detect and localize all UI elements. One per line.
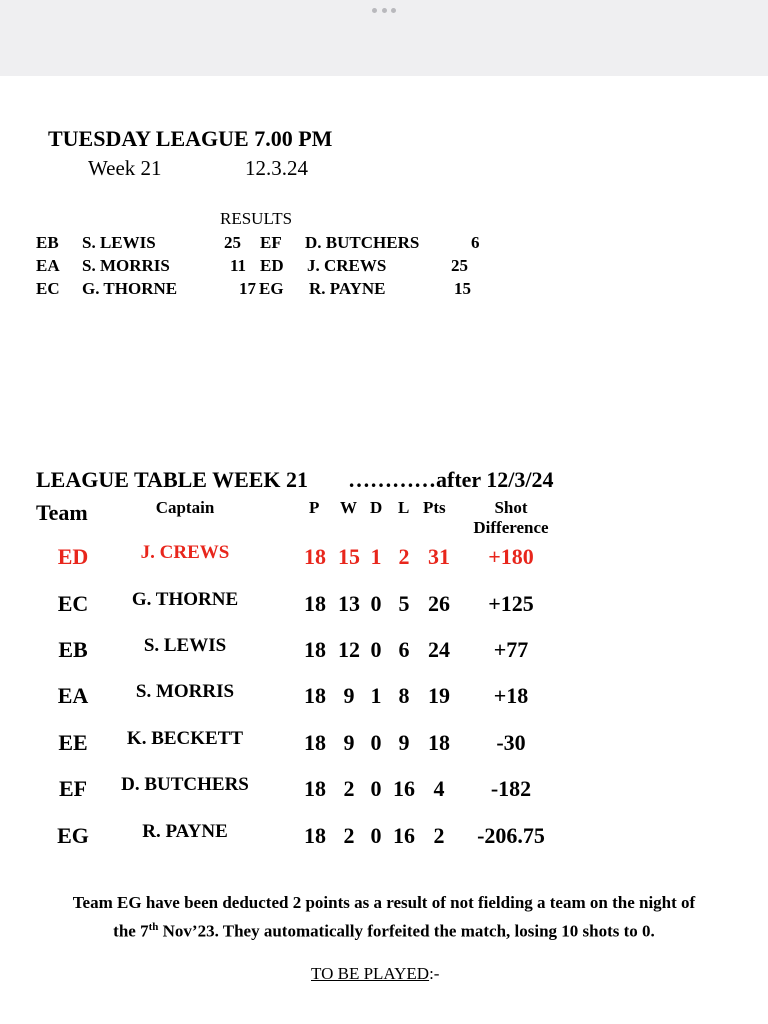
- cell-pts: 2: [433, 823, 445, 848]
- cell-pts: 4: [433, 776, 445, 801]
- header-lost: L: [398, 498, 410, 517]
- cell-diff: +180: [488, 544, 534, 569]
- date-label: 12.3.24: [245, 156, 308, 180]
- away-score: 6: [471, 233, 480, 252]
- team-code: EF: [58, 776, 88, 801]
- cell-pts: 24: [428, 637, 450, 662]
- cell-l: 5: [398, 591, 410, 616]
- cell-l: 16: [393, 823, 415, 848]
- viewer-top-bar: [0, 0, 768, 76]
- cell-d: 0: [370, 823, 382, 848]
- cell-l: 2: [398, 544, 410, 569]
- cell-pts: 19: [428, 683, 450, 708]
- cell-p: 18: [304, 730, 326, 755]
- away-score: 15: [454, 279, 471, 298]
- week-label: Week 21: [88, 156, 162, 180]
- results-heading: RESULTS: [220, 209, 293, 228]
- cell-w: 2: [343, 823, 355, 848]
- cell-diff: -30: [496, 730, 526, 755]
- cell-diff: +77: [493, 637, 529, 662]
- deduction-note: [40, 890, 728, 944]
- cell-d: 1: [370, 683, 382, 708]
- cell-p: 18: [304, 591, 326, 616]
- cell-p: 18: [304, 637, 326, 662]
- captain-name: J. CREWS: [140, 542, 230, 563]
- captain-name: R. PAYNE: [142, 821, 228, 842]
- note-line2-post: Nov’23. They automatically forfeited the match, losing 10 shots to 0.: [158, 921, 655, 941]
- cell-p: 18: [304, 823, 326, 848]
- home-team: EC: [36, 279, 60, 298]
- home-score: 25: [224, 233, 241, 252]
- cell-l: 9: [398, 730, 410, 755]
- team-code: EC: [57, 591, 89, 616]
- to-be-played-label: TO BE PLAYED: [311, 964, 430, 983]
- more-options-icon[interactable]: [372, 6, 396, 14]
- header-shot-line1: Shot: [494, 498, 528, 517]
- away-team: EF: [260, 233, 282, 252]
- cell-d: 1: [370, 544, 382, 569]
- cell-pts: 26: [428, 591, 450, 616]
- away-captain: J. CREWS: [307, 256, 387, 275]
- header-drawn: D: [370, 498, 383, 517]
- header-team: Team: [36, 500, 88, 525]
- to-be-played: [311, 964, 439, 984]
- away-captain: R. PAYNE: [309, 279, 386, 298]
- cell-w: 2: [343, 776, 355, 801]
- note-line2-pre: the 7: [113, 921, 149, 941]
- away-captain: D. BUTCHERS: [305, 233, 420, 252]
- league-table-title-text: LEAGUE TABLE WEEK 21: [36, 467, 309, 492]
- away-team: ED: [260, 256, 284, 275]
- cell-d: 0: [370, 591, 382, 616]
- captain-name: G. THORNE: [131, 589, 239, 610]
- home-score: 11: [230, 256, 247, 275]
- cell-l: 8: [398, 683, 410, 708]
- cell-w: 9: [343, 683, 355, 708]
- captain-name: S. MORRIS: [135, 681, 235, 702]
- home-captain: S. LEWIS: [82, 233, 156, 252]
- home-team: EB: [36, 233, 59, 252]
- to-be-played-suffix: :-: [429, 964, 440, 983]
- cell-diff: -206.75: [477, 823, 545, 848]
- note-line2-sup: th: [148, 921, 159, 933]
- team-code: EE: [58, 730, 88, 755]
- cell-l: 16: [393, 776, 415, 801]
- cell-d: 0: [370, 637, 382, 662]
- table-row: [0, 589, 768, 619]
- team-code: EG: [57, 823, 89, 848]
- header-captain: Captain: [155, 498, 215, 517]
- cell-p: 18: [304, 544, 326, 569]
- cell-diff: +125: [488, 591, 534, 616]
- cell-p: 18: [304, 683, 326, 708]
- home-captain: G. THORNE: [82, 279, 178, 298]
- away-team: EG: [259, 279, 284, 298]
- team-code: EB: [58, 637, 88, 662]
- table-row: [0, 728, 768, 758]
- cell-pts: 18: [428, 730, 450, 755]
- table-row: [0, 681, 768, 711]
- captain-name: K. BECKETT: [126, 728, 244, 749]
- team-code: ED: [57, 544, 89, 569]
- table-row: [0, 635, 768, 665]
- header-won: W: [340, 498, 357, 517]
- captain-name: D. BUTCHERS: [121, 774, 249, 795]
- cell-w: 13: [338, 591, 360, 616]
- league-table-title: [36, 467, 308, 493]
- cell-diff: -182: [490, 776, 532, 801]
- home-score: 17: [239, 279, 256, 298]
- away-score: 25: [451, 256, 468, 275]
- cell-w: 15: [338, 544, 360, 569]
- cell-l: 6: [398, 637, 410, 662]
- home-captain: S. MORRIS: [82, 256, 170, 275]
- home-team: EA: [36, 256, 60, 275]
- league-title: TUESDAY LEAGUE 7.00 PM: [48, 126, 333, 151]
- cell-w: 9: [343, 730, 355, 755]
- team-code: EA: [57, 683, 89, 708]
- header-shot-line2: Difference: [473, 518, 549, 537]
- header-points: Pts: [423, 498, 446, 517]
- cell-diff: +18: [493, 683, 529, 708]
- table-row: [0, 774, 768, 804]
- cell-d: 0: [370, 730, 382, 755]
- cell-w: 12: [338, 637, 360, 662]
- header-shot-difference: [470, 498, 552, 538]
- note-line1: Team EG have been deducted 2 points as a result of not fielding a team on the night of: [72, 893, 696, 912]
- captain-name: S. LEWIS: [143, 635, 227, 656]
- league-table-after: …………after 12/3/24: [348, 467, 554, 492]
- cell-d: 0: [370, 776, 382, 801]
- table-row: [0, 542, 768, 572]
- cell-pts: 31: [428, 544, 450, 569]
- cell-p: 18: [304, 776, 326, 801]
- header-played: P: [309, 498, 320, 517]
- table-row: [0, 821, 768, 851]
